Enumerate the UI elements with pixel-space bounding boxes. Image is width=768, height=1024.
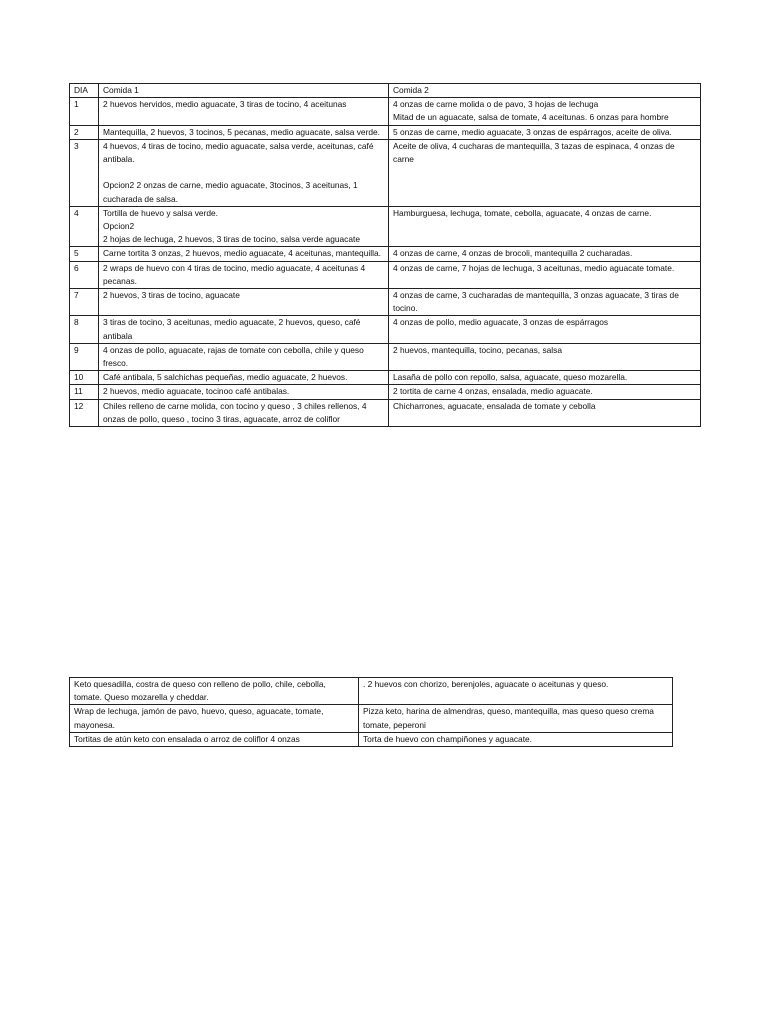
day-cell: 9	[70, 343, 99, 370]
comida-2-cell: 2 huevos, mantequilla, tocino, pecanas, salsa	[389, 343, 701, 370]
header-comida-1: Comida 1	[99, 84, 389, 98]
meal-plan-body	[70, 98, 701, 427]
day-cell: 4	[70, 206, 99, 247]
meal-option-left: Keto quesadilla, costra de queso con relleno de pollo, chile, cebolla, tomate. Queso mozarella y cheddar.	[70, 678, 359, 705]
table-row	[70, 316, 701, 343]
meal-option-right: Pizza keto, harina de almendras, queso, mantequilla, mas queso queso crema tomate, peperoni	[359, 705, 673, 732]
comida-1-cell: Tortilla de huevo y salsa verde. Opcion2 2 hojas de lechuga, 2 huevos, 3 tiras de tocino, salsa verde aguacate	[99, 206, 389, 247]
comida-2-cell: 5 onzas de carne, medio aguacate, 3 onzas de espárragos, aceite de oliva.	[389, 125, 701, 139]
comida-1-cell: 2 huevos, 3 tiras de tocino, aguacate	[99, 289, 389, 316]
table-row	[70, 261, 701, 288]
comida-2-cell: 4 onzas de carne molida o de pavo, 3 hojas de lechuga Mitad de un aguacate, salsa de tomate, 4 aceitunas. 6 onzas para hombre	[389, 98, 701, 125]
day-cell: 10	[70, 371, 99, 385]
table-row	[70, 678, 673, 705]
table-row	[70, 125, 701, 139]
comida-1-cell: 2 huevos, medio aguacate, tocinoo café antibalas.	[99, 385, 389, 399]
comida-2-cell: Chicharrones, aguacate, ensalada de tomate y cebolla	[389, 399, 701, 426]
day-cell: 5	[70, 247, 99, 261]
meal-plan-table	[69, 83, 701, 427]
table-row	[70, 206, 701, 247]
table-row	[70, 343, 701, 370]
comida-1-cell: Café antibala, 5 salchichas pequeñas, medio aguacate, 2 huevos.	[99, 371, 389, 385]
comida-1-cell: 4 onzas de pollo, aguacate, rajas de tomate con cebolla, chile y queso fresco.	[99, 343, 389, 370]
header-comida-2: Comida 2	[389, 84, 701, 98]
comida-1-cell: Mantequilla, 2 huevos, 3 tocinos, 5 pecanas, medio aguacate, salsa verde.	[99, 125, 389, 139]
comida-2-cell: Lasaña de pollo con repollo, salsa, aguacate, queso mozarella.	[389, 371, 701, 385]
table-row	[70, 385, 701, 399]
header-row	[70, 84, 701, 98]
comida-1-cell: 2 huevos hervidos, medio aguacate, 3 tiras de tocino, 4 aceitunas	[99, 98, 389, 125]
day-cell: 8	[70, 316, 99, 343]
table-row	[70, 732, 673, 746]
extra-meals-body	[70, 678, 673, 747]
day-cell: 11	[70, 385, 99, 399]
table-row	[70, 705, 673, 732]
comida-2-cell: Hamburguesa, lechuga, tomate, cebolla, aguacate, 4 onzas de carne.	[389, 206, 701, 247]
meal-option-left: Wrap de lechuga, jamón de pavo, huevo, queso, aguacate, tomate, mayonesa.	[70, 705, 359, 732]
table-row	[70, 289, 701, 316]
meal-option-right: Torta de huevo con champiñones y aguacate.	[359, 732, 673, 746]
meal-option-left: Tortitas de atún keto con ensalada o arroz de coliflor 4 onzas	[70, 732, 359, 746]
comida-2-cell: 2 tortita de carne 4 onzas, ensalada, medio aguacate.	[389, 385, 701, 399]
table-row	[70, 399, 701, 426]
comida-2-cell: 4 onzas de carne, 3 cucharadas de mantequilla, 3 onzas aguacate, 3 tiras de tocino.	[389, 289, 701, 316]
table-row	[70, 98, 701, 125]
comida-2-cell: 4 onzas de carne, 4 onzas de brocoli, mantequilla 2 cucharadas.	[389, 247, 701, 261]
meal-option-right: . 2 huevos con chorizo, berenjoles, aguacate o aceitunas y queso.	[359, 678, 673, 705]
day-cell: 1	[70, 98, 99, 125]
extra-meals-table	[69, 677, 673, 747]
day-cell: 7	[70, 289, 99, 316]
day-cell: 6	[70, 261, 99, 288]
comida-1-cell: 2 wraps de huevo con 4 tiras de tocino, medio aguacate, 4 aceitunas 4 pecanas.	[99, 261, 389, 288]
day-cell: 2	[70, 125, 99, 139]
comida-1-cell: Carne tortita 3 onzas, 2 huevos, medio aguacate, 4 aceitunas, mantequilla.	[99, 247, 389, 261]
table-row	[70, 247, 701, 261]
day-cell: 3	[70, 139, 99, 206]
comida-2-cell: 4 onzas de pollo, medio aguacate, 3 onzas de espárragos	[389, 316, 701, 343]
day-cell: 12	[70, 399, 99, 426]
table-row	[70, 139, 701, 206]
comida-2-cell: 4 onzas de carne, 7 hojas de lechuga, 3 aceitunas, medio aguacate tomate.	[389, 261, 701, 288]
header-dia: DIA	[70, 84, 99, 98]
comida-1-cell: Chiles relleno de carne molida, con tocino y queso , 3 chiles rellenos, 4 onzas de pollo, queso , tocino 3 tiras, aguacate, arroz de coliflor	[99, 399, 389, 426]
comida-1-cell: 4 huevos, 4 tiras de tocino, medio aguacate, salsa verde, aceitunas, café antibala. Opcion2 2 onzas de carne, medio aguacate, 3tocinos, 3 aceitunas, 1 cucharada de salsa.	[99, 139, 389, 206]
comida-2-cell: Aceite de oliva, 4 cucharas de mantequilla, 3 tazas de espinaca, 4 onzas de carne	[389, 139, 701, 206]
comida-1-cell: 3 tiras de tocino, 3 aceitunas, medio aguacate, 2 huevos, queso, café antibala	[99, 316, 389, 343]
table-row	[70, 371, 701, 385]
